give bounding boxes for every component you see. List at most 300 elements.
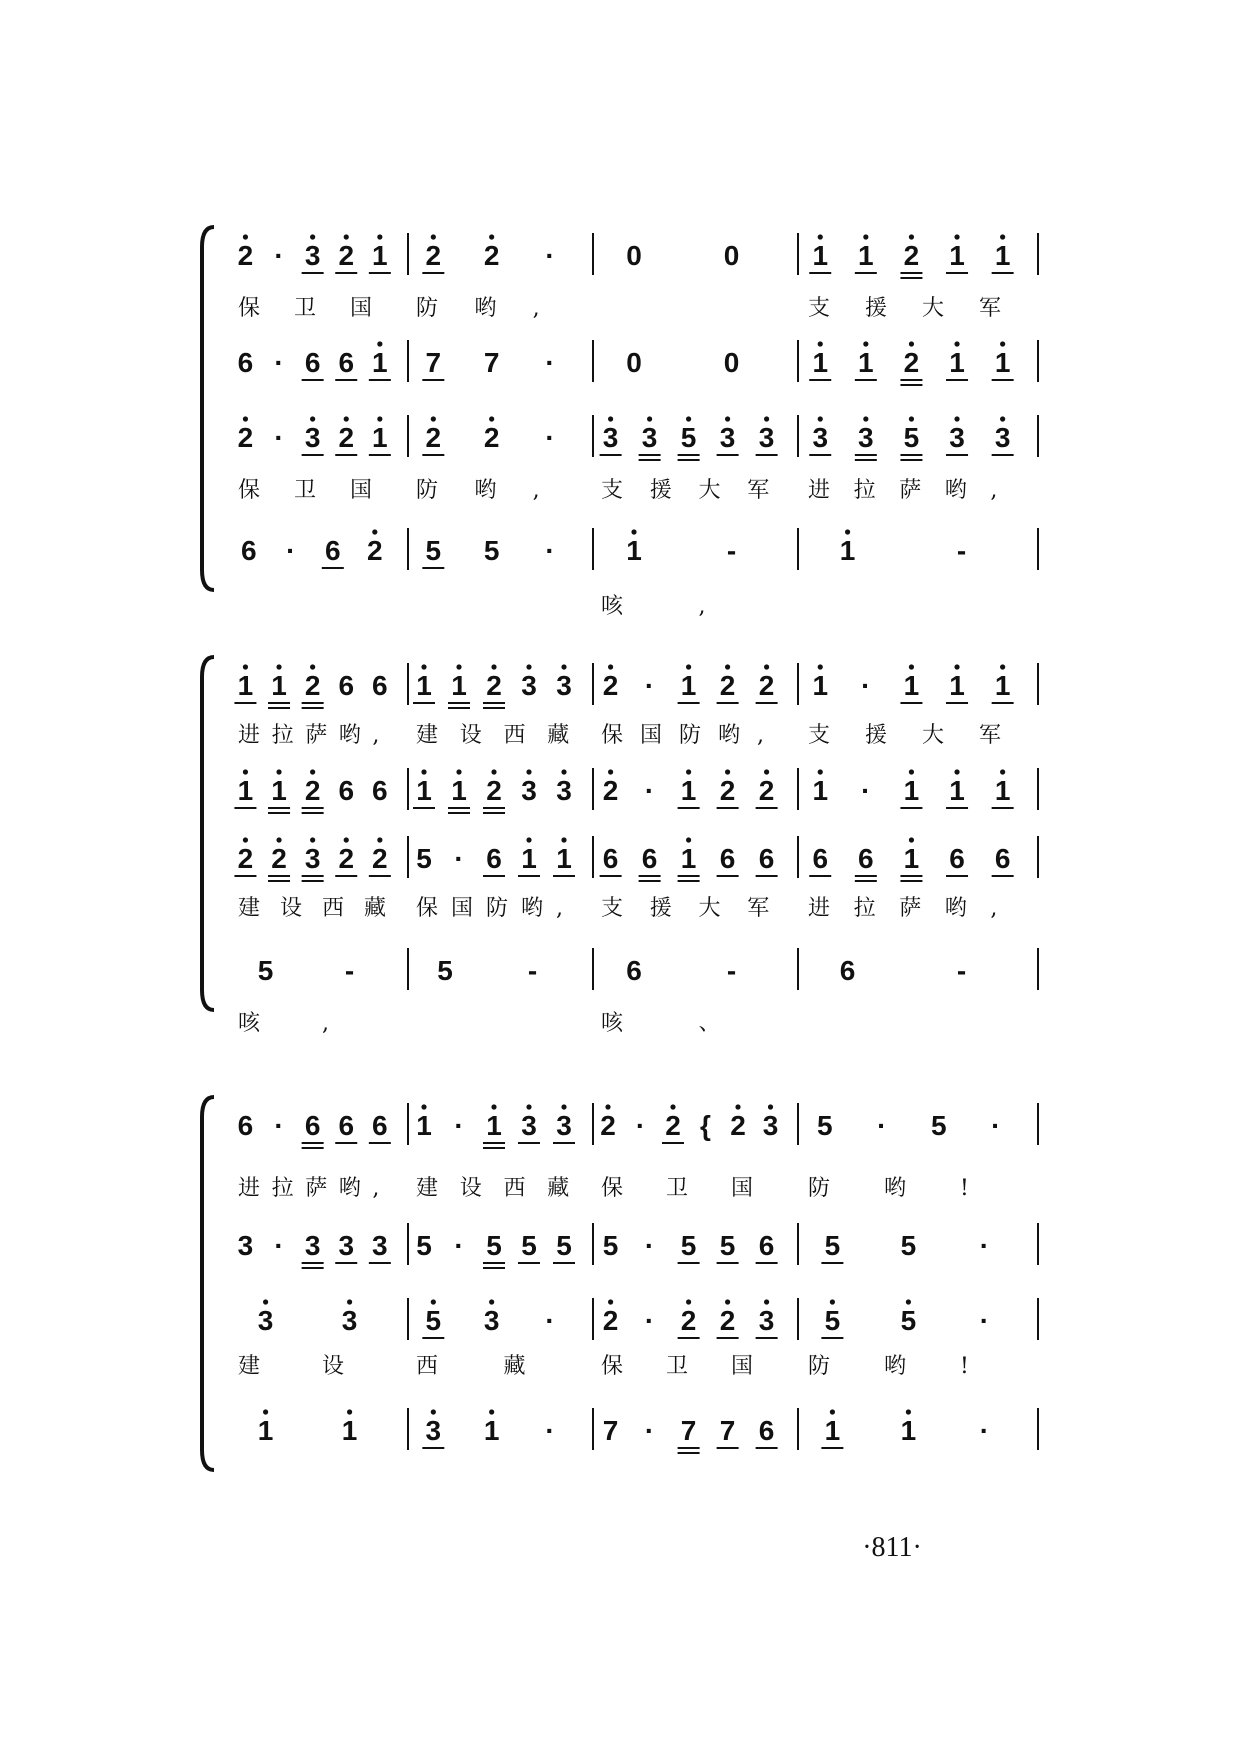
jianpu-note: 5 [486,1230,502,1261]
jianpu-note: 1 [372,422,388,453]
octave-dot [686,1299,691,1304]
jianpu-note: 1 [994,775,1011,806]
jianpu-note: 2 [304,775,321,806]
octave-dot [310,664,315,669]
jianpu-note: 1 [680,843,697,874]
lyric-char: 保 [601,1176,624,1201]
lyric-char: 哟 [474,296,497,321]
octave-dot [243,234,248,239]
octave-dot [377,837,382,842]
octave-dot [276,837,281,842]
jianpu-note: 1 [271,670,287,701]
jianpu-note: 5 [416,1230,432,1261]
jianpu-note: 5 [437,955,453,986]
jianpu-note: 2 [758,670,775,701]
jianpu-note: 5 [416,843,432,874]
jianpu-note: 3 [521,670,537,701]
octave-dot [1000,341,1005,346]
jianpu-note: 2 [680,1305,697,1336]
octave-dot [909,769,914,774]
octave-dot [818,769,823,774]
jianpu-note: 2 [719,670,736,701]
octave-dot [489,1409,494,1414]
lyric-char: 大 [922,296,945,321]
lyric-char: 藏 [364,896,387,921]
lyric-char: 、 [698,1011,721,1036]
lyric-char: 军 [747,478,770,503]
jianpu-note: 5 [425,535,442,566]
jianpu-note: 3 [556,670,572,701]
jianpu-note: 6 [372,670,388,701]
lyric-char: 保 [601,1354,624,1379]
jianpu-note: 2 [483,240,500,271]
octave-dot [725,1299,730,1304]
jianpu-note: 6 [758,1415,775,1446]
jianpu-note: 2 [602,1305,619,1336]
jianpu-note: 3 [812,422,829,453]
lyric-char: 保 [238,296,261,321]
octave-dot [421,769,426,774]
octave-dot [377,416,382,421]
octave-dot [526,1104,531,1109]
jianpu-note: 1 [680,670,697,701]
jianpu-note: · [979,1230,990,1261]
jianpu-note: 5 [257,955,274,986]
jianpu-note: 2 [372,843,388,874]
octave-dot [489,416,494,421]
octave-dot [243,664,248,669]
jianpu-note: 3 [949,422,965,453]
octave-dot [818,416,823,421]
jianpu-note: · [545,347,555,378]
jianpu-note: 6 [949,843,965,874]
jianpu-note: 2 [903,347,920,378]
jianpu-note: · [991,1110,1001,1141]
lyric-char: 大 [698,478,721,503]
octave-dot [818,234,823,239]
octave-dot [909,416,914,421]
jianpu-note: 3 [483,1305,500,1336]
jianpu-note: · [644,670,655,701]
lyric-char: 国 [350,296,373,321]
lyric-char: 援 [649,478,672,503]
octave-dot [489,234,494,239]
jianpu-note: 5 [602,1230,619,1261]
lyric-char: 西 [322,896,345,921]
octave-dot [764,664,769,669]
jianpu-note: · [979,1415,990,1446]
notes-layer [234,234,1013,1453]
lyric-char: 卫 [294,478,317,503]
jianpu-note: 1 [341,1415,358,1446]
octave-dot [686,769,691,774]
lyric-char: 进 [808,896,831,921]
octave-dot [764,1299,769,1304]
jianpu-note: · [644,1415,655,1446]
lyric-char: 建 [238,1354,261,1379]
lyric-char: 哟 [884,1354,907,1379]
lyric-char: 军 [979,296,1002,321]
lyric-char: 防 [808,1354,831,1379]
octave-dot [686,416,691,421]
jianpu-note: 3 [556,775,572,806]
lyrics-layer [238,296,1001,1379]
jianpu-note: 6 [641,843,658,874]
system-brace [202,1097,214,1470]
jianpu-note: 2 [758,775,775,806]
jianpu-note: 3 [521,775,537,806]
jianpu-note: · [274,1230,284,1261]
octave-dot [818,664,823,669]
octave-dot [372,529,377,534]
lyric-char: 西 [503,723,526,748]
jianpu-note: 3 [994,422,1011,453]
lyric-char: 哟 [338,723,361,748]
jianpu-note: 6 [758,843,775,874]
jianpu-note: 5 [521,1230,537,1261]
jianpu-note: 3 [641,422,658,453]
jianpu-note: 1 [949,347,965,378]
lyric-char: 卫 [666,1354,689,1379]
octave-dot [863,234,868,239]
jianpu-note: 1 [451,670,467,701]
jianpu-note: · [635,1110,646,1141]
jianpu-note: · [644,1305,655,1336]
octave-dot [377,341,382,346]
lyric-char: 拉 [853,478,876,503]
octave-dot [686,664,691,669]
jianpu-note: 6 [338,775,355,806]
lyric-char: 卫 [666,1176,689,1201]
jianpu-note: 2 [602,670,619,701]
jianpu-note: 1 [994,670,1011,701]
lyric-char: 设 [459,1176,482,1201]
jianpu-note: · [545,535,555,566]
octave-dot [608,769,613,774]
jianpu-note: 6 [237,347,254,378]
lyric-char: , [990,478,998,503]
jianpu-note: · [274,422,284,453]
octave-dot [605,1104,610,1109]
lyric-char: 建 [238,896,261,921]
lyric-char: 哟 [944,896,967,921]
jianpu-note: 6 [237,1110,254,1141]
jianpu-note: 2 [486,775,502,806]
jianpu-note: 1 [237,670,254,701]
lyric-char: , [698,594,706,619]
jianpu-note: 3 [521,1110,537,1141]
lyric-char: 设 [280,896,303,921]
jianpu-note: 5 [556,1230,572,1261]
octave-dot [909,341,914,346]
lyric-char: 防 [679,723,702,748]
octave-dot [735,1104,740,1109]
jianpu-note: · [545,240,555,271]
jianpu-note: 5 [680,422,697,453]
jianpu-note: · [274,240,284,271]
octave-dot [377,234,382,239]
octave-dot [344,234,349,239]
jianpu-note: 3 [602,422,619,453]
jianpu-note: 6 [338,1110,355,1141]
jianpu-note: 1 [451,775,467,806]
octave-dot [954,664,959,669]
jianpu-note: · [861,670,871,701]
jianpu-note: · [454,1110,464,1141]
jianpu-note: 0 [723,240,740,271]
octave-dot [1000,234,1005,239]
lyric-char: 援 [649,896,672,921]
jianpu-note: · [877,1110,887,1141]
jianpu-note: 1 [483,1415,500,1446]
jianpu-note: 3 [758,1305,775,1336]
octave-dot [561,1104,566,1109]
jianpu-note: 1 [858,240,874,271]
jianpu-note: 6 [338,347,355,378]
lyric-char: 进 [238,1176,261,1201]
jianpu-note: 5 [931,1110,947,1141]
lyric-char: 大 [698,896,721,921]
lyric-char: 保 [238,478,261,503]
octave-dot [344,416,349,421]
lyric-char: 支 [601,896,624,921]
jianpu-note: 2 [367,535,383,566]
jianpu-note: 5 [900,1230,917,1261]
octave-dot [909,234,914,239]
jianpu-note: 1 [824,1415,841,1446]
lyric-char: 保 [601,723,624,748]
jianpu-note: 1 [903,775,920,806]
jianpu-note: 2 [719,1305,736,1336]
lyric-char: 萨 [305,1176,328,1201]
octave-dot [310,234,315,239]
octave-dot [764,416,769,421]
octave-dot [431,234,436,239]
octave-dot [243,837,248,842]
lyric-char: 哟 [521,896,544,921]
octave-dot [310,416,315,421]
lyric-char: 国 [451,896,474,921]
jianpu-note: 1 [680,775,697,806]
jianpu-note: 7 [719,1415,736,1446]
octave-dot [243,769,248,774]
jianpu-note: 6 [304,1110,321,1141]
jianpu-note: 5 [483,535,500,566]
octave-dot [608,664,613,669]
lyric-char: , [372,1176,380,1201]
jianpu-note: 6 [858,843,874,874]
jianpu-note: · [274,347,284,378]
octave-dot [347,1299,352,1304]
jianpu-note: 3 [556,1110,572,1141]
octave-dot [725,664,730,669]
jianpu-note: 2 [730,1110,746,1141]
jianpu-note: · [286,535,296,566]
jianpu-note: 2 [719,775,736,806]
jianpu-note: 2 [483,422,500,453]
lyric-char: 藏 [547,1176,570,1201]
octave-dot [725,769,730,774]
jianpu-note: 0 [626,347,642,378]
jianpu-note: · [454,843,464,874]
octave-dot [561,664,566,669]
jianpu-note: · [274,1110,284,1141]
jianpu-note: 3 [304,843,321,874]
octave-dot [608,416,613,421]
jianpu-note: 1 [521,843,537,874]
jianpu-note: 0 [723,347,740,378]
jianpu-note: 1 [812,347,829,378]
jianpu-note: 1 [556,843,572,874]
lyric-char: 建 [416,1176,439,1201]
jianpu-note: 1 [949,240,965,271]
jianpu-note: 1 [416,1110,432,1141]
lyric-char: 支 [601,478,624,503]
jianpu-note: 6 [372,1110,388,1141]
jianpu-note: 1 [994,347,1011,378]
jianpu-note: · [861,775,871,806]
jianpu-note: 3 [858,422,874,453]
octave-dot [526,664,531,669]
jianpu-note: 7 [425,347,442,378]
lyric-char: 拉 [853,896,876,921]
jianpu-note: 1 [903,670,920,701]
lyric-char: , [322,1011,329,1036]
jianpu-note: 6 [325,535,341,566]
octave-dot [456,769,461,774]
lyric-char: 藏 [503,1354,526,1379]
lyric-char: 国 [640,723,663,748]
lyric-char: , [556,896,563,921]
octave-dot [421,1104,426,1109]
octave-dot [526,769,531,774]
octave-dot [830,1409,835,1414]
lyric-char: , [532,296,540,321]
jianpu-note: 1 [372,347,388,378]
lyric-char: 大 [922,723,945,748]
page-number: ·811· [862,1532,922,1563]
octave-dot [954,416,959,421]
lyric-char: 哟 [718,723,741,748]
jianpu-note: · [454,1230,464,1261]
lyric-char: 咳 [601,594,624,619]
octave-dot [431,416,436,421]
lyric-char: 防 [486,896,509,921]
jianpu-note: · [979,1305,990,1336]
octave-dot [818,341,823,346]
octave-dot [954,234,959,239]
jianpu-note: 6 [719,843,736,874]
lyric-char: 防 [808,1176,831,1201]
jianpu-note: 1 [486,1110,502,1141]
jianpu-note: 5 [425,1305,442,1336]
jianpu-note: · [644,775,655,806]
jianpu-note: 1 [626,535,642,566]
lyric-char: 西 [416,1354,439,1379]
jianpu-note: 5 [719,1230,736,1261]
octave-dot [344,837,349,842]
lyric-char: 进 [238,723,261,748]
jianpu-note: - [956,955,967,986]
jianpu-note: 2 [237,422,254,453]
lyric-char: 国 [350,478,373,503]
octave-dot [276,664,281,669]
octave-dot [845,529,850,534]
lyric-char: 萨 [899,896,922,921]
octave-dot [491,1104,496,1109]
lyric-char: , [757,723,764,748]
lyric-char: 防 [416,296,439,321]
octave-dot [954,769,959,774]
jianpu-note: 7 [483,347,500,378]
jianpu-note: - [527,955,538,986]
jianpu-note: 1 [271,775,287,806]
lyric-char: 设 [322,1354,345,1379]
lyric-char: 军 [747,896,770,921]
jianpu-note: 6 [758,1230,775,1261]
octave-dot [526,837,531,842]
lyric-char: 咳 [238,1011,261,1036]
lyric-char: 设 [459,723,482,748]
lyric-char: ! [960,1176,969,1201]
jianpu-note: 6 [486,843,502,874]
jianpu-note: · [644,1230,655,1261]
lyric-char: , [532,478,540,503]
jianpu-note: 5 [824,1305,841,1336]
octave-dot [421,664,426,669]
lyric-char: 萨 [899,478,922,503]
jianpu-note: · [545,1415,555,1446]
jianpu-note: 1 [372,240,388,271]
octave-dot [608,1299,613,1304]
jianpu-note: 5 [817,1110,833,1141]
jianpu-note: 1 [903,843,920,874]
jianpu-note: 5 [824,1230,841,1261]
lyric-char: 军 [979,723,1002,748]
jianpu-note: 6 [338,670,355,701]
lyric-char: 援 [865,296,888,321]
jianpu-note: 7 [680,1415,697,1446]
lyric-char: 支 [808,723,831,748]
jianpu-note: 3 [257,1305,274,1336]
octave-dot [631,529,636,534]
jianpu-note: 3 [719,422,736,453]
octave-dot [1000,769,1005,774]
lyric-char: 哟 [944,478,967,503]
lyric-char: 哟 [338,1176,361,1201]
jianpu-note: 1 [812,775,829,806]
jianpu-note: - [956,535,967,566]
octave-dot [431,1409,436,1414]
jianpu-note: 3 [762,1110,779,1141]
octave-dot [768,1104,773,1109]
jianpu-note: 6 [372,775,388,806]
octave-dot [670,1104,675,1109]
jianpu-note: 2 [338,240,355,271]
jianpu-note: 7 [602,1415,619,1446]
octave-dot [909,664,914,669]
jianpu-note: 5 [903,422,920,453]
jianpu-note: 2 [486,670,502,701]
lyric-char: 拉 [271,723,294,748]
octave-dot [764,769,769,774]
lyric-char: 萨 [305,723,328,748]
jianpu-note: 6 [812,843,829,874]
octave-dot [491,769,496,774]
jianpu-note: 2 [425,240,442,271]
jianpu-note: 1 [812,670,829,701]
jianpu-note: - [726,535,737,566]
